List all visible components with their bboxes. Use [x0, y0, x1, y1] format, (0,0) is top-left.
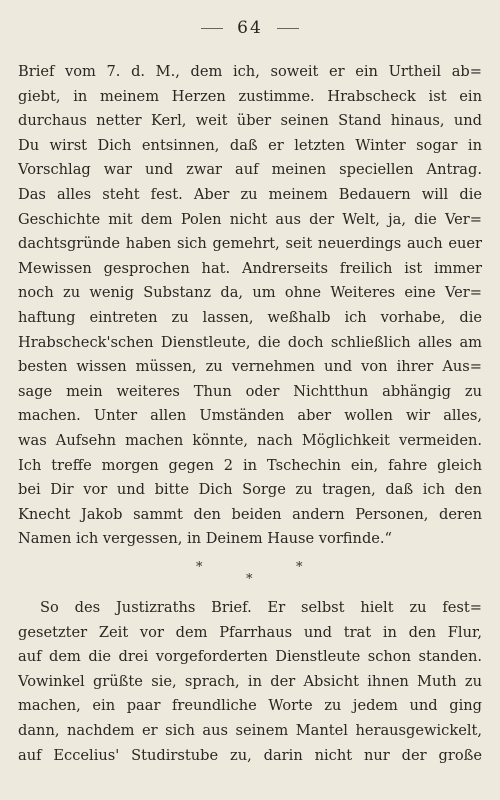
paragraph-letter [18, 60, 482, 552]
text-line: Du wirst Dich entsinnen, daß er letzten Winter sogar in [18, 136, 482, 154]
text-line: besten wissen müssen, zu vernehmen und von ihrer Aus= [18, 358, 482, 376]
page-number: 64 [237, 18, 263, 38]
text-line: giebt, in meinem Herzen zustimme. Hrabscheck ist ein [18, 87, 482, 105]
text-line: Mewissen gesprochen hat. Andrerseits freilich ist immer [18, 259, 482, 277]
text-line: Vorschlag war und zwar auf meinen speciellen Antrag. [18, 161, 482, 179]
section-separator [0, 560, 500, 590]
text-line: machen, ein paar freundliche Worte zu jedem und ging [18, 697, 482, 715]
text-line: Namen ich vergessen, in Deinem Hause vorfinde.“ [18, 530, 393, 548]
text-line: Knecht Jakob sammt den beiden andern Personen, deren [18, 505, 482, 523]
text-line: Das alles steht fest. Aber zu meinem Bedauern will die [18, 185, 482, 203]
text-line: So des Justizraths Brief. Er selbst hielt zu fest= [40, 599, 482, 616]
header-dash-right [277, 28, 299, 29]
text-line: was Aufsehn machen könnte, nach Möglichkeit vermeiden. [18, 431, 482, 449]
text-line: Vowinkel grüßte sie, sprach, in der Absicht ihnen Muth zu [18, 672, 482, 690]
page-header [0, 18, 500, 38]
text-line: Brief vom 7. d. M., dem ich, soweit er ein Urtheil ab= [18, 63, 482, 80]
text-line: machen. Unter allen Umständen aber wollen wir alles, [18, 407, 482, 425]
text-line: Hrabscheck'schen Dienstleute, die doch schließlich alles am [18, 333, 482, 351]
asterisk-ornament: * [246, 572, 253, 587]
text-line: auf dem die drei vorgeforderten Dienstleute schon standen. [18, 648, 482, 666]
text-line: noch zu wenig Substanz da, um ohne Weiteres eine Ver= [18, 284, 482, 302]
asterisk-ornament: * [296, 560, 303, 575]
text-line: Geschichte mit dem Polen nicht aus der Welt, ja, die Ver= [18, 210, 482, 228]
text-line: dann, nachdem er sich aus seinem Mantel herausgewickelt, [18, 721, 482, 739]
text-line: durchaus netter Kerl, weit über seinen Stand hinaus, und [18, 112, 482, 130]
text-line: bei Dir vor und bitte Dich Sorge zu tragen, daß ich den [18, 481, 482, 499]
text-line: auf Eccelius' Studirstube zu, darin nicht nur der große [18, 746, 482, 764]
header-dash-left [201, 28, 223, 29]
text-line: haftung eintreten zu lassen, weßhalb ich vorhabe, die [18, 308, 482, 326]
paragraph-narrative [18, 596, 482, 768]
asterisk-ornament: * [196, 560, 203, 575]
text-line: dachtsgründe haben sich gemehrt, seit neuerdings auch euer [18, 235, 482, 253]
text-line: Ich treffe morgen gegen 2 in Tschechin ein, fahre gleich [18, 456, 482, 474]
text-line: gesetzter Zeit vor dem Pfarrhaus und trat in den Flur, [18, 623, 482, 641]
text-line: sage mein weiteres Thun oder Nichtthun abhängig zu [18, 382, 482, 400]
